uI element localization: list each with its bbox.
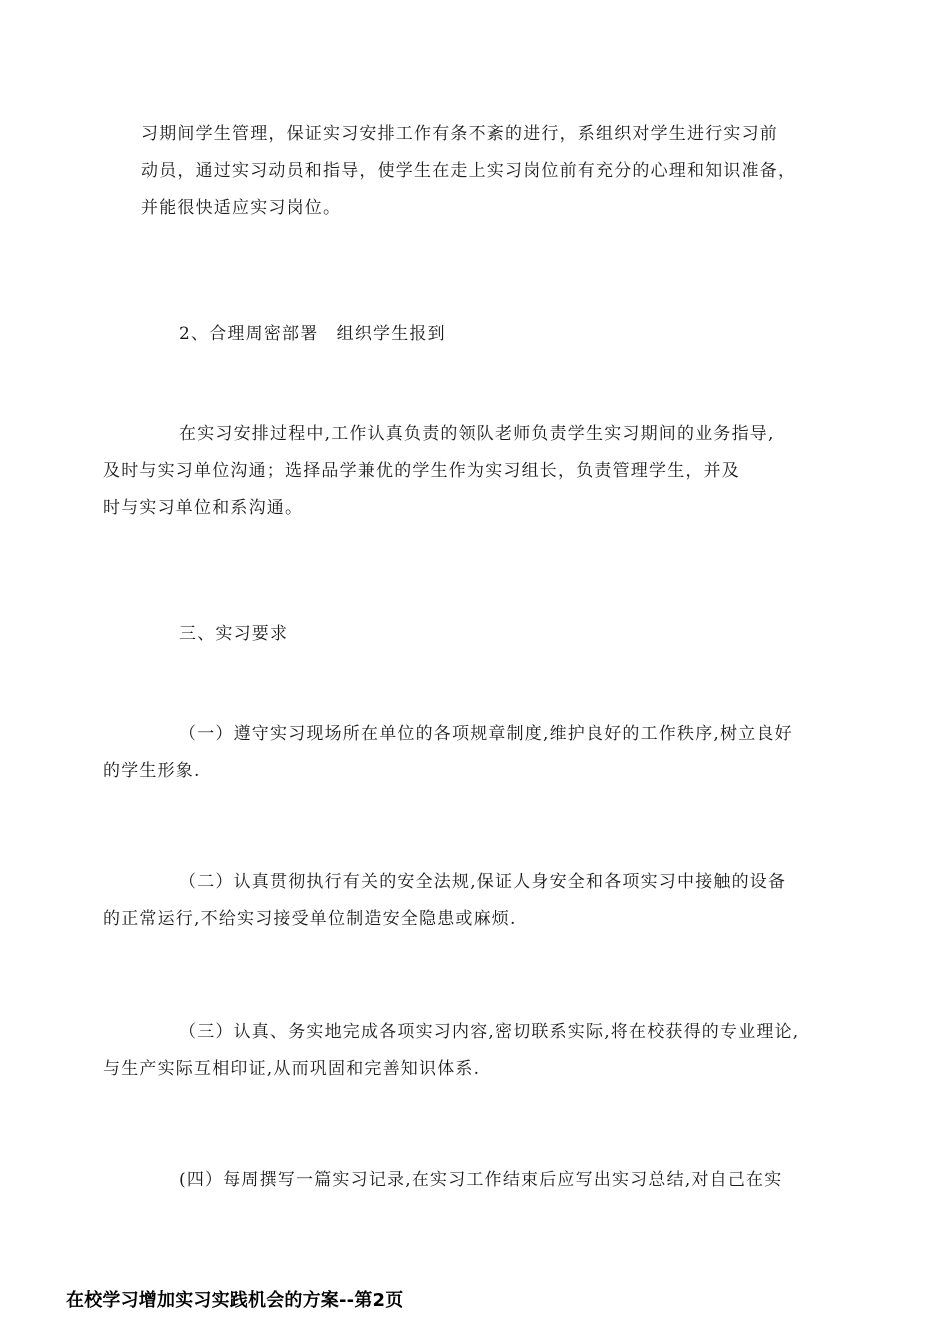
text-line: 并能很快适应实习岗位。 — [141, 198, 342, 218]
requirement-4 — [141, 1162, 813, 1199]
text-line: 的学生形象. — [103, 761, 201, 781]
paragraph-student-management — [141, 116, 813, 227]
text-line: 与生产实际互相印证,从而巩固和完善知识体系. — [103, 1059, 481, 1079]
text-line: 2、合理周密部署 组织学生报到 — [179, 324, 446, 344]
text-line: 动员，通过实习动员和指导，使学生在走上实习岗位前有充分的心理和知识准备， — [141, 161, 797, 181]
section-heading-3 — [141, 616, 813, 653]
text-line: （二）认真贯彻执行有关的安全法规,保证人身安全和各项实习中接触的设备 — [179, 872, 787, 892]
requirement-2 — [103, 864, 813, 938]
text-line: 在实习安排过程中,工作认真负责的领队老师负责学生实习期间的业务指导, — [179, 424, 775, 444]
text-line: (四）每周撰写一篇实习记录,在实习工作结束后应写出实习总结,对自己在实 — [179, 1170, 783, 1190]
section-heading-2 — [141, 316, 813, 353]
paragraph-internship-arrangement — [103, 416, 813, 527]
text-line: （三）认真、务实地完成各项实习内容,密切联系实际,将在校获得的专业理论, — [179, 1022, 800, 1042]
requirement-1 — [103, 716, 813, 790]
text-line: 的正常运行,不给实习接受单位制造安全隐患或麻烦. — [103, 909, 517, 929]
text-line: 习期间学生管理，保证实习安排工作有条不紊的进行，系组织对学生进行实习前 — [141, 124, 778, 144]
page-footer: 在校学习增加实习实践机会的方案--第2页 — [66, 1290, 404, 1311]
text-line: 及时与实习单位沟通；选择品学兼优的学生作为实习组长，负责管理学生，并及 — [103, 461, 740, 481]
text-line: （一）遵守实习现场所在单位的各项规章制度,维护良好的工作秩序,树立良好 — [179, 724, 793, 744]
text-line: 三、实习要求 — [179, 624, 289, 644]
requirement-3 — [103, 1014, 813, 1088]
text-line: 时与实习单位和系沟通。 — [103, 498, 304, 518]
